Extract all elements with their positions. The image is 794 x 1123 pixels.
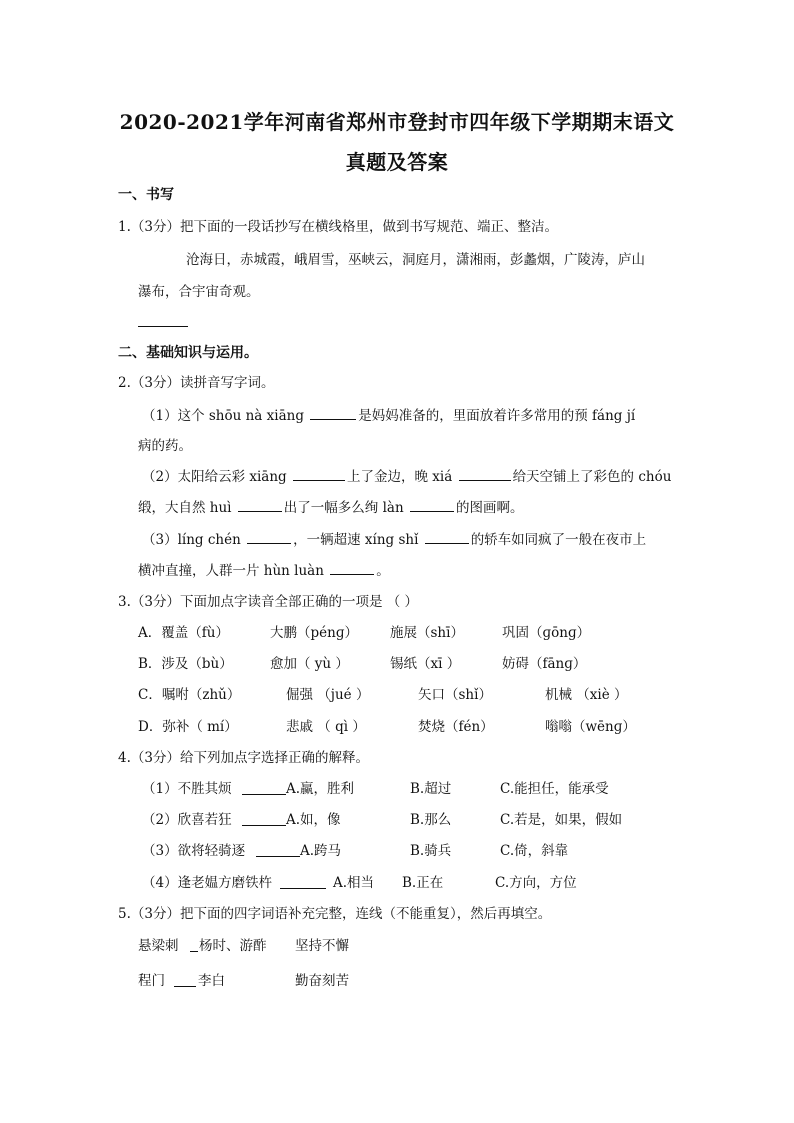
- q3-option-cell: 愈加（ yù ）: [270, 656, 349, 672]
- question-1-passage-line2: 瀑布，合宇宙奇观。: [138, 284, 260, 300]
- q5-blank[interactable]: [174, 974, 196, 987]
- q2-item1-part-a: （1）这个 shōu nà xiāng: [142, 408, 309, 424]
- q2-blank[interactable]: [330, 562, 374, 575]
- q2-blank[interactable]: [410, 499, 454, 512]
- q3-option-cell: D．弥补（ mí）: [138, 719, 238, 735]
- q2-blank[interactable]: [247, 531, 291, 544]
- question-3-option-c[interactable]: [0, 686, 794, 706]
- q2-item2-part-c: 给天空铺上了彩色的 chóu: [512, 469, 672, 485]
- q2-item2-part-d: 缎，大自然 huì: [138, 500, 236, 516]
- q3-option-cell: 施展（shī）: [390, 625, 464, 641]
- q5-person: 李白: [198, 973, 225, 989]
- question-2-item-3: [142, 531, 646, 549]
- q4-blank[interactable]: [280, 876, 326, 889]
- question-4-item-3: [0, 842, 794, 862]
- q3-option-cell: 悲戚 （ qì ）: [286, 719, 366, 735]
- q2-item2-part-b: 上了金边，晚 xiá: [347, 469, 457, 485]
- q2-blank[interactable]: [293, 468, 345, 481]
- q3-option-cell: 巩固（ɡōnɡ）: [502, 625, 591, 641]
- q4-choice: B.超过: [410, 781, 452, 797]
- q5-quality: 勤奋刻苦: [295, 973, 349, 989]
- q4-choice: A.赢，胜利: [286, 781, 355, 797]
- q4-choice: A.跨马: [300, 843, 342, 859]
- question-2-item-1: [142, 407, 635, 425]
- q3-option-cell: 机械 （xiè ）: [545, 687, 628, 703]
- section-heading-basics: 二、基础知识与运用。: [118, 345, 258, 361]
- question-2-item-2-cont: [138, 499, 523, 517]
- q3-option-cell: 妨碍（fānɡ）: [502, 656, 587, 672]
- question-3-stem: 3.（3分）下面加点字读音全部正确的一项是 （ ）: [118, 594, 419, 610]
- q2-item3-part-c: 的轿车如同疯了一般在夜市上: [470, 532, 647, 548]
- q2-item2-part-f: 的图画啊。: [455, 500, 524, 516]
- q2-item1-part-b: 是妈妈准备的，里面放着许多常用的预 fáng jí: [358, 408, 636, 424]
- question-5-row-2: [0, 972, 794, 992]
- q5-idiom: 悬梁刺: [138, 938, 179, 954]
- q2-item3-part-e: 。: [376, 563, 390, 579]
- question-5-row-1: [0, 937, 794, 957]
- q3-option-cell: B．涉及（bù）: [138, 656, 233, 672]
- q2-item3-part-a: （3）líng chén: [142, 532, 246, 548]
- q4-choice: A.相当: [333, 875, 375, 891]
- question-1-stem: 1.（3分）把下面的一段话抄写在横线格里，做到书写规范、端正、整洁。: [118, 219, 558, 235]
- q4-choice: C.若是，如果，假如: [500, 812, 623, 828]
- q4-blank[interactable]: [242, 782, 286, 795]
- q4-blank[interactable]: [242, 813, 286, 826]
- q2-item3-part-b: ，一辆超速 xíng shǐ: [293, 532, 423, 548]
- q2-item3-part-d: 横冲直撞，人群一片 hùn luàn: [138, 563, 329, 579]
- question-2-item-3-cont: [138, 562, 390, 580]
- q2-blank[interactable]: [238, 499, 282, 512]
- question-4-item-4: [0, 874, 794, 894]
- q4-phrase: （2）欣喜若狂: [142, 812, 232, 828]
- q4-choice: B.骑兵: [410, 843, 452, 859]
- q3-option-cell: 倔强 （jué ）: [286, 687, 370, 703]
- q3-option-cell: 大鹏（pénɡ）: [270, 625, 358, 641]
- q4-choice: C.能担任，能承受: [500, 781, 609, 797]
- q3-option-cell: C．嘱咐（zhǔ）: [138, 687, 241, 703]
- document-title-line1: 2020-2021学年河南省郑州市登封市四年级下学期期末语文: [119, 110, 675, 134]
- question-3-option-b[interactable]: [0, 655, 794, 675]
- question-3-option-a[interactable]: [0, 624, 794, 644]
- question-5-stem: 5.（3分）把下面的四字词语补充完整，连线（不能重复），然后再填空。: [118, 906, 552, 922]
- question-1-answer-line[interactable]: [138, 326, 188, 327]
- q3-option-cell: 嗡嗡（wēnɡ）: [545, 719, 636, 735]
- q5-idiom: 程门: [138, 973, 165, 989]
- question-2-stem: 2.（3分）读拼音写字词。: [118, 375, 275, 391]
- q4-phrase: （1）不胜其烦: [142, 781, 232, 797]
- q4-choice: C.方向，方位: [495, 875, 577, 891]
- question-4-item-1: [0, 780, 794, 800]
- q4-choice: C.倚，斜靠: [500, 843, 569, 859]
- q4-choice: A.如，像: [286, 812, 341, 828]
- document-title-line2: 真题及答案: [345, 150, 449, 174]
- q3-option-cell: A．覆盖（fù）: [138, 625, 229, 641]
- q5-quality: 坚持不懈: [295, 938, 349, 954]
- q2-item2-part-e: 出了一幅多么绚 làn: [283, 500, 408, 516]
- q4-phrase: （4）逢老媪方磨铁杵: [142, 875, 273, 891]
- question-1-passage-line1: 沧海日，赤城霞，峨眉雪，巫峡云，洞庭月，潇湘雨，彭蠡烟，广陵涛，庐山: [186, 252, 645, 268]
- q3-option-cell: 焚烧（fén）: [418, 719, 494, 735]
- q4-blank[interactable]: [256, 844, 300, 857]
- question-4-stem: 4.（3分）给下列加点字选择正确的解释。: [118, 750, 369, 766]
- q4-phrase: （3）欲将轻骑逐: [142, 843, 246, 859]
- q5-blank[interactable]: [190, 939, 198, 952]
- question-3-option-d[interactable]: [0, 718, 794, 738]
- q4-choice: B.那么: [410, 812, 452, 828]
- q3-option-cell: 矢口（shǐ）: [418, 687, 492, 703]
- q2-blank[interactable]: [459, 468, 511, 481]
- q5-person: 杨时、游酢: [199, 938, 267, 954]
- q2-blank[interactable]: [310, 407, 356, 420]
- question-2-item-1-cont: 病的药。: [138, 438, 192, 454]
- q3-option-cell: 锡纸（xī ）: [390, 656, 461, 672]
- question-2-item-2: [142, 468, 671, 486]
- section-heading-writing: 一、书写: [118, 187, 174, 203]
- question-4-item-2: [0, 811, 794, 831]
- q2-blank[interactable]: [425, 531, 469, 544]
- q2-item2-part-a: （2）太阳给云彩 xiāng: [142, 469, 291, 485]
- q4-choice: B.正在: [402, 875, 444, 891]
